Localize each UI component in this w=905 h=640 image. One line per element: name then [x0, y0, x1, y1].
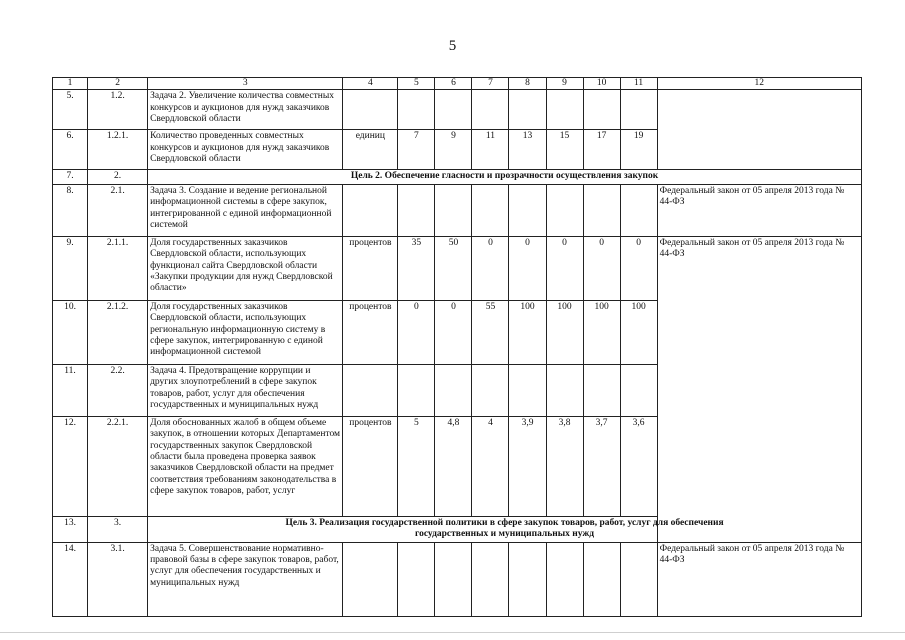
value-cell: 0 — [472, 236, 509, 300]
row-number: 14. — [53, 542, 88, 616]
header-cell: 4 — [343, 78, 398, 90]
legal-basis: Федеральный закон от 05 апреля 2013 года № 44-ФЗ — [657, 184, 861, 236]
unit-cell: единиц — [343, 130, 398, 170]
row-number: 9. — [53, 236, 88, 300]
row-code: 2. — [88, 170, 148, 184]
row-text: Количество проведенных совместных конкурсов и аукционов для нужд заказчиков Свердловской области — [148, 130, 343, 170]
legal-basis: Федеральный закон от 05 апреля 2013 года № 44-ФЗ — [657, 236, 861, 542]
value-cell: 13 — [509, 130, 546, 170]
table-row — [53, 90, 862, 130]
goal-title: Цель 2. Обеспечение гласности и прозрачности осуществления закупок — [148, 170, 862, 184]
row-number: 12. — [53, 416, 88, 516]
indicators-table — [52, 77, 862, 617]
value-cell: 3,6 — [620, 416, 657, 516]
scan-edge-line — [0, 632, 905, 633]
row-text: Доля государственных заказчиков Свердловской области, использующих региональную информационную систему в сфере закупок, интегрированную с единой информационной системой — [148, 300, 343, 364]
header-cell: 7 — [472, 78, 509, 90]
row-text: Задача 2. Увеличение количества совместных конкурсов и аукционов для нужд заказчиков Свердловской области — [148, 90, 343, 130]
table-row — [53, 542, 862, 616]
header-cell: 11 — [620, 78, 657, 90]
row-code: 3.1. — [88, 542, 148, 616]
value-cell: 15 — [546, 130, 583, 170]
row-text: Задача 5. Совершенствование нормативно-правовой базы в сфере закупок товаров, работ, услуг для обеспечения государственных и муниципальных нужд — [148, 542, 343, 616]
value-cell: 55 — [472, 300, 509, 364]
goal-title-line: Цель 3. Реализация государственной политики в сфере закупок товаров, работ, услуг для обеспечения — [285, 517, 724, 528]
row-code: 2.1.2. — [88, 300, 148, 364]
value-cell: 11 — [472, 130, 509, 170]
row-text: Доля обоснованных жалоб в общем объеме закупок, в отношении которых Департаментом государственных закупок Свердловской области была проведена проверка заявок заказчиков Свердловской области на предмет соответствия требованиям законодательства в сфере закупок товаров, работ, услуг — [148, 416, 343, 516]
row-number: 8. — [53, 184, 88, 236]
header-row — [53, 78, 862, 90]
header-cell: 12 — [657, 78, 861, 90]
header-cell: 6 — [435, 78, 472, 90]
row-number: 7. — [53, 170, 88, 184]
value-cell: 17 — [583, 130, 620, 170]
value-cell: 0 — [546, 236, 583, 300]
row-code: 3. — [88, 516, 148, 542]
header-cell: 3 — [148, 78, 343, 90]
value-cell: 0 — [620, 236, 657, 300]
table-row — [53, 236, 862, 300]
value-cell: 4,8 — [435, 416, 472, 516]
value-cell: 100 — [546, 300, 583, 364]
value-cell: 100 — [509, 300, 546, 364]
row-code: 1.2.1. — [88, 130, 148, 170]
row-text: Задача 3. Создание и ведение региональной информационной системы в сфере закупок, интегрированной с единой информационной системой — [148, 184, 343, 236]
goal-row — [53, 170, 862, 184]
header-cell: 5 — [398, 78, 435, 90]
unit-cell: процентов — [343, 236, 398, 300]
value-cell: 4 — [472, 416, 509, 516]
goal-title-line: государственных и муниципальных нужд — [415, 529, 595, 540]
value-cell: 100 — [620, 300, 657, 364]
unit-cell: процентов — [343, 300, 398, 364]
value-cell: 100 — [583, 300, 620, 364]
row-number: 11. — [53, 364, 88, 416]
row-text: Доля государственных заказчиков Свердловской области, использующих функционал сайта Свердловской области «Закупки продукции для нужд Свердловской области» — [148, 236, 343, 300]
goal-title — [148, 516, 862, 542]
row-code: 2.2.1. — [88, 416, 148, 516]
header-cell: 1 — [53, 78, 88, 90]
goal-row — [53, 516, 862, 542]
row-number: 6. — [53, 130, 88, 170]
unit-cell: процентов — [343, 416, 398, 516]
row-code: 2.2. — [88, 364, 148, 416]
header-cell: 10 — [583, 78, 620, 90]
table-row — [53, 184, 862, 236]
value-cell: 3,9 — [509, 416, 546, 516]
value-cell: 0 — [509, 236, 546, 300]
legal-basis-cell — [657, 90, 861, 170]
row-number: 5. — [53, 90, 88, 130]
value-cell: 0 — [398, 300, 435, 364]
row-number: 13. — [53, 516, 88, 542]
value-cell: 9 — [435, 130, 472, 170]
legal-basis: Федеральный закон от 05 апреля 2013 года № 44-ФЗ — [657, 542, 861, 616]
value-cell: 35 — [398, 236, 435, 300]
row-code: 2.1.1. — [88, 236, 148, 300]
value-cell: 0 — [583, 236, 620, 300]
row-text: Задача 4. Предотвращение коррупции и других злоупотреблений в сфере закупок товаров, работ, услуг для обеспечения государственных и муниципальных нужд — [148, 364, 343, 416]
value-cell: 50 — [435, 236, 472, 300]
value-cell: 7 — [398, 130, 435, 170]
row-number: 10. — [53, 300, 88, 364]
header-cell: 9 — [546, 78, 583, 90]
value-cell: 0 — [435, 300, 472, 364]
header-cell: 8 — [509, 78, 546, 90]
row-code: 2.1. — [88, 184, 148, 236]
header-cell: 2 — [88, 78, 148, 90]
page-number: 5 — [448, 38, 457, 54]
value-cell: 19 — [620, 130, 657, 170]
row-code: 1.2. — [88, 90, 148, 130]
value-cell: 3,7 — [583, 416, 620, 516]
value-cell: 5 — [398, 416, 435, 516]
value-cell: 3,8 — [546, 416, 583, 516]
